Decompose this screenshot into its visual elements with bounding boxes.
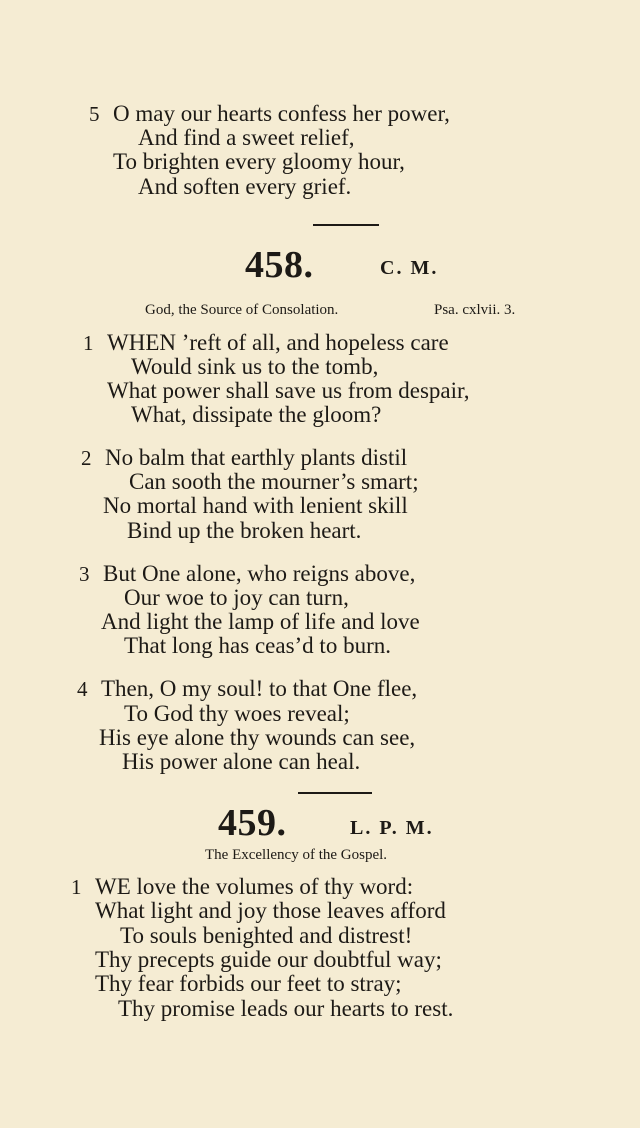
verse-line: And find a sweet relief,: [138, 125, 355, 150]
verse-line: To God thy woes reveal;: [124, 701, 350, 726]
verse-line: No balm that earthly plants distil: [105, 445, 408, 470]
verse-line: To souls benighted and distrest!: [120, 923, 413, 948]
verse-line: O may our hearts confess her power,: [113, 101, 450, 126]
verse-line: Thy promise leads our hearts to rest.: [118, 996, 454, 1021]
verse-line: Thy fear forbids our feet to stray;: [95, 971, 402, 996]
stanza-number: 3: [79, 562, 90, 586]
hymn-meter: C. M.: [380, 257, 439, 279]
hymn-number: 458.: [245, 244, 314, 286]
verse-line: Would sink us to the tomb,: [131, 354, 379, 379]
stanza-number: 1: [83, 331, 94, 355]
verse-line: What, dissipate the gloom?: [131, 402, 382, 427]
verse-line: Bind up the broken heart.: [127, 518, 362, 543]
verse-line: And light the lamp of life and love: [101, 609, 420, 634]
stanza-number: 5: [89, 102, 100, 126]
verse-line: His power alone can heal.: [122, 749, 361, 774]
verse-line: Thy precepts guide our doubtful way;: [95, 947, 442, 972]
section-divider: [298, 792, 372, 794]
verse-line: And soften every grief.: [138, 174, 352, 199]
verse-line: What light and joy those leaves afford: [95, 898, 446, 923]
hymn-meter: L. P. M.: [350, 817, 434, 839]
verse-line: Our woe to joy can turn,: [124, 585, 349, 610]
verse-line: WHEN ’reft of all, and hopeless care: [107, 330, 449, 355]
verse-line: Can sooth the mourner’s smart;: [129, 469, 419, 494]
hymn-title: God, the Source of Consolation.: [145, 302, 339, 318]
verse-line: That long has ceas’d to burn.: [124, 633, 391, 658]
section-divider: [313, 224, 379, 226]
stanza-number: 1: [71, 875, 82, 899]
verse-line: No mortal hand with lenient skill: [103, 493, 408, 518]
scripture-reference: Psa. cxlvii. 3.: [434, 302, 516, 318]
hymn-number: 459.: [218, 802, 287, 844]
hymn-title: The Excellency of the Gospel.: [205, 847, 388, 863]
verse-line: But One alone, who reigns above,: [103, 561, 416, 586]
verse-line: Then, O my soul! to that One flee,: [101, 676, 418, 701]
verse-line: What power shall save us from despair,: [107, 378, 470, 403]
verse-line: To brighten every gloomy hour,: [113, 149, 405, 174]
verse-line: WE love the volumes of thy word:: [95, 874, 414, 899]
verse-line: His eye alone thy wounds can see,: [99, 725, 416, 750]
stanza-number: 4: [77, 677, 88, 701]
stanza-number: 2: [81, 446, 92, 470]
